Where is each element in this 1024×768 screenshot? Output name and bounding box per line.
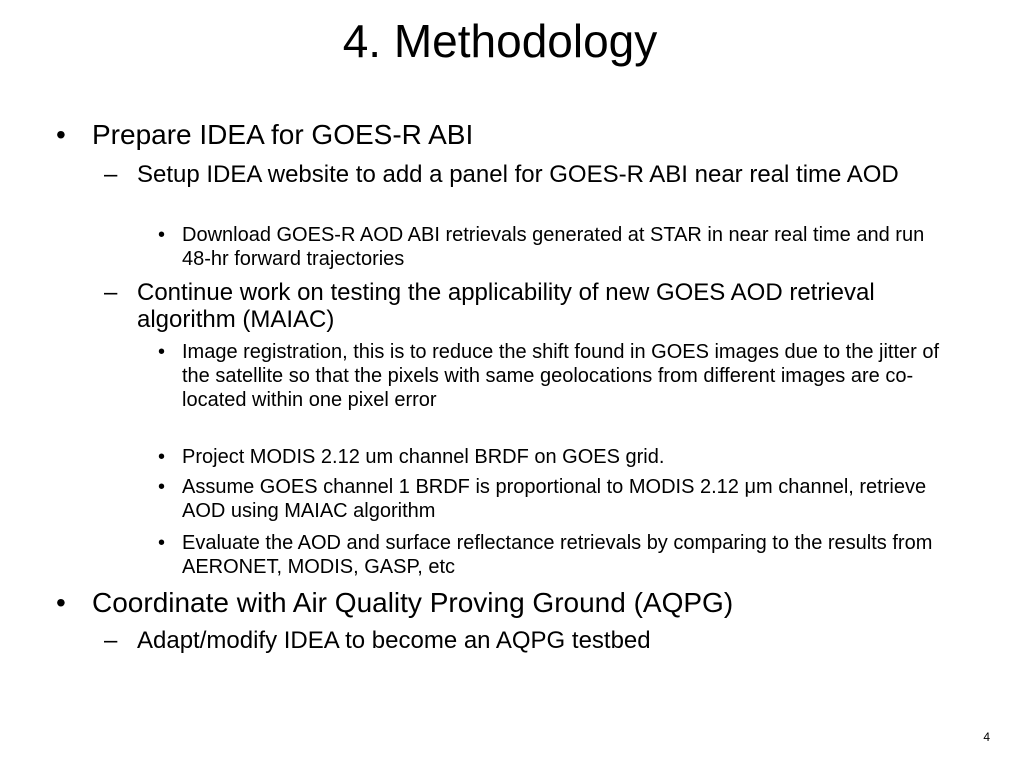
bullet-marker: •: [158, 341, 166, 363]
dash-marker: –: [104, 279, 118, 306]
bullet-marker: •: [158, 476, 166, 498]
bullet-marker: •: [158, 532, 166, 554]
page-number: 4: [983, 730, 990, 744]
bullet-text: Continue work on testing the applicability of new GOES AOD retrieval algorithm (MAIAC): [137, 279, 875, 333]
bullet-marker: •: [56, 587, 66, 618]
bullet-marker: •: [56, 119, 66, 150]
bullet-marker: •: [158, 446, 166, 468]
bullet-text: Assume GOES channel 1 BRDF is proportional to MODIS 2.12 μm channel, retrieve AOD using MAIAC algorithm: [182, 476, 927, 522]
bullet-text: Project MODIS 2.12 um channel BRDF on GOES grid.: [182, 446, 665, 468]
bullet-text: Download GOES-R AOD ABI retrievals generated at STAR in near real time and run 48-hr forward trajectories: [182, 224, 925, 270]
dash-marker: –: [104, 627, 118, 654]
bullet-text: Coordinate with Air Quality Proving Ground (AQPG): [92, 587, 734, 618]
bullet-marker: •: [158, 224, 166, 246]
bullet-text: Setup IDEA website to add a panel for GOES-R ABI near real time AOD: [137, 161, 899, 188]
bullet-text: Adapt/modify IDEA to become an AQPG testbed: [137, 627, 651, 654]
slide-title: 4. Methodology: [342, 15, 658, 67]
bullet-text: Prepare IDEA for GOES-R ABI: [92, 119, 474, 150]
bullet-text: Image registration, this is to reduce the shift found in GOES images due to the jitter of the satellite so that the pixels with same geolocations from different images are co-located within one pixel error: [182, 341, 940, 411]
bullet-text: Evaluate the AOD and surface reflectance retrievals by comparing to the results from AERONET, MODIS, GASP, etc: [182, 532, 933, 578]
dash-marker: –: [104, 161, 118, 188]
